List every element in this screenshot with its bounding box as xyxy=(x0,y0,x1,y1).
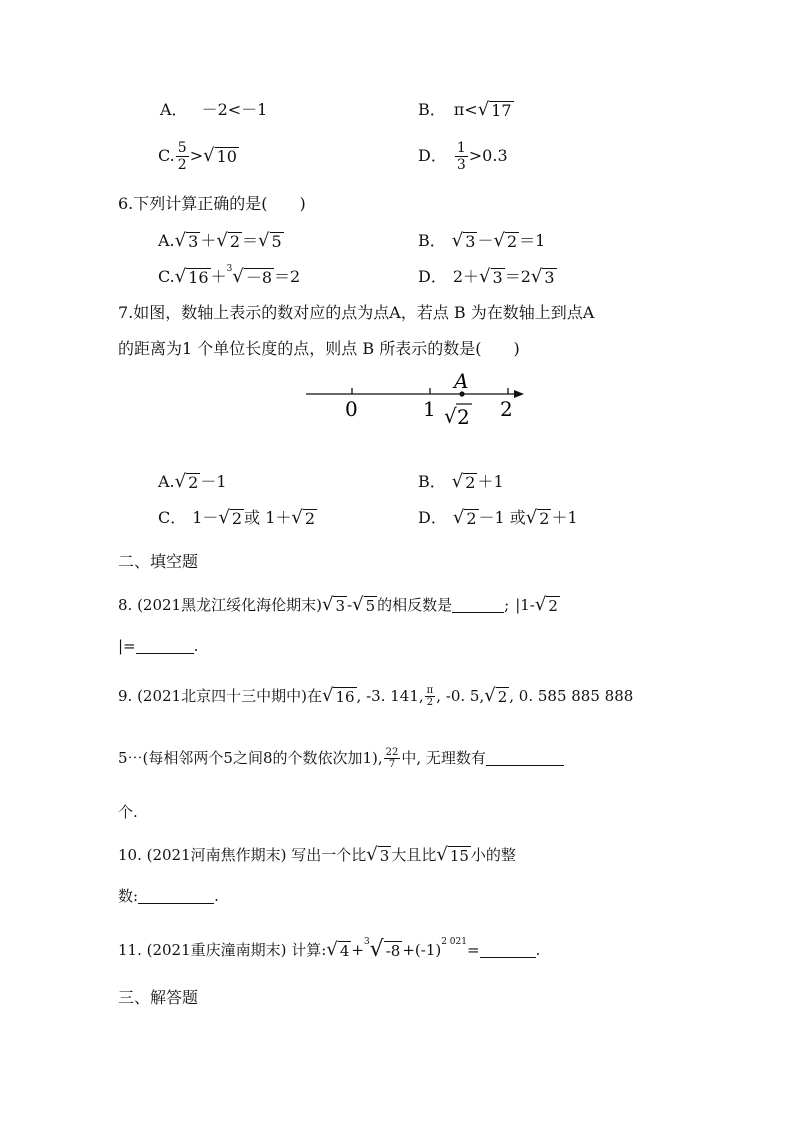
root-label: 2 xyxy=(457,405,470,429)
tick-label-1: 1 xyxy=(423,397,436,421)
fraction: $\frac{5}{2}$ xyxy=(177,139,187,173)
q6-stem: 6.下列计算正确的是( ) xyxy=(118,194,306,213)
q7-stem-line1: 7.如图，数轴上表示的数对应的点为点A，若点 B 为在数轴上到点A xyxy=(118,303,595,322)
section-heading-solve: 三、解答题 xyxy=(118,988,199,1007)
option-label: D． xyxy=(418,146,447,165)
q8-line2: |= . xyxy=(118,637,199,655)
answer-blank[interactable] xyxy=(136,639,194,654)
q5-option-a xyxy=(160,98,267,122)
option-label: B． xyxy=(418,100,446,119)
q6-option-c: C. √ 16 ＋ 3 √ －8 ＝2 xyxy=(158,264,301,287)
q7-option-b: B． √ 2 ＋1 xyxy=(418,470,504,492)
q9-line1: 9. (2021北京四十三中期中)在 √ 16 , -3. 141, $\frac{\pi}{2}$ , -0. 5, √ 2 , 0. 585 885 888 xyxy=(118,684,634,708)
fraction: $\frac{1}{3}$ xyxy=(456,139,466,173)
option-text: π< xyxy=(453,100,478,119)
q5-option-b xyxy=(418,98,514,122)
q11-line: 11. (2021重庆潼南期末) 计算: √ 4 + 3 √ -8 +(-1) 2 021 = . xyxy=(118,936,541,962)
sqrt-expr: √ 10 xyxy=(203,144,237,166)
q10-line2: 数: . xyxy=(118,887,219,905)
option-text: －2<－1 xyxy=(201,100,268,119)
option-label: A． xyxy=(160,100,188,119)
q6-option-a: A. √ 3 ＋ √ 2 ＝ √ 5 xyxy=(158,229,282,251)
q9-line3: 个. xyxy=(118,803,138,821)
number-line-figure xyxy=(300,368,540,432)
q8-line1: 8. (2021黑龙江绥化海伦期末) √ 3 - √ 5 的相反数是 ; |1- √ 2 xyxy=(118,593,558,615)
q9-line2: 5⋯(每相邻两个5之间8的个数依次加1), $\frac{22}{7}$ 中, 无理数有 xyxy=(118,746,564,770)
answer-blank[interactable] xyxy=(486,751,564,766)
sqrt-expr: √ 17 xyxy=(477,98,512,120)
q7-option-a: A. √ 2 －1 xyxy=(158,470,227,492)
point-a-label: A xyxy=(454,369,469,393)
q5-option-d: D． $\frac{1}{3}$ >0.3 xyxy=(418,139,508,173)
q10-line1: 10. (2021河南焦作期末) 写出一个比 √ 3 大且比 √ 15 小的整 xyxy=(118,843,516,865)
q7-stem-line2: 的距离为1 个单位长度的点，则点 B 所表示的数是( ) xyxy=(118,339,520,358)
section-heading-fill-blank: 二、填空题 xyxy=(118,552,199,571)
axis-arrow xyxy=(514,390,524,398)
q7-option-c: C． 1－ √ 2 或 1＋ √ 2 xyxy=(158,506,316,528)
answer-blank[interactable] xyxy=(452,598,504,613)
answer-blank[interactable] xyxy=(138,889,214,904)
q6-option-d: D． 2＋ √ 3 ＝2 √ 3 xyxy=(418,265,555,287)
q5-option-c: C. $\frac{5}{2}$ > √ 10 xyxy=(158,139,237,173)
tick-label-0: 0 xyxy=(345,397,358,421)
root-sign: √ xyxy=(444,404,457,428)
option-label: C. xyxy=(158,146,175,165)
q6-option-b: B． √ 3 － √ 2 ＝1 xyxy=(418,229,546,251)
answer-blank[interactable] xyxy=(480,943,536,958)
q7-option-d: D． √ 2 －1 或 √ 2 ＋1 xyxy=(418,506,578,528)
tick-label-2: 2 xyxy=(500,397,513,421)
